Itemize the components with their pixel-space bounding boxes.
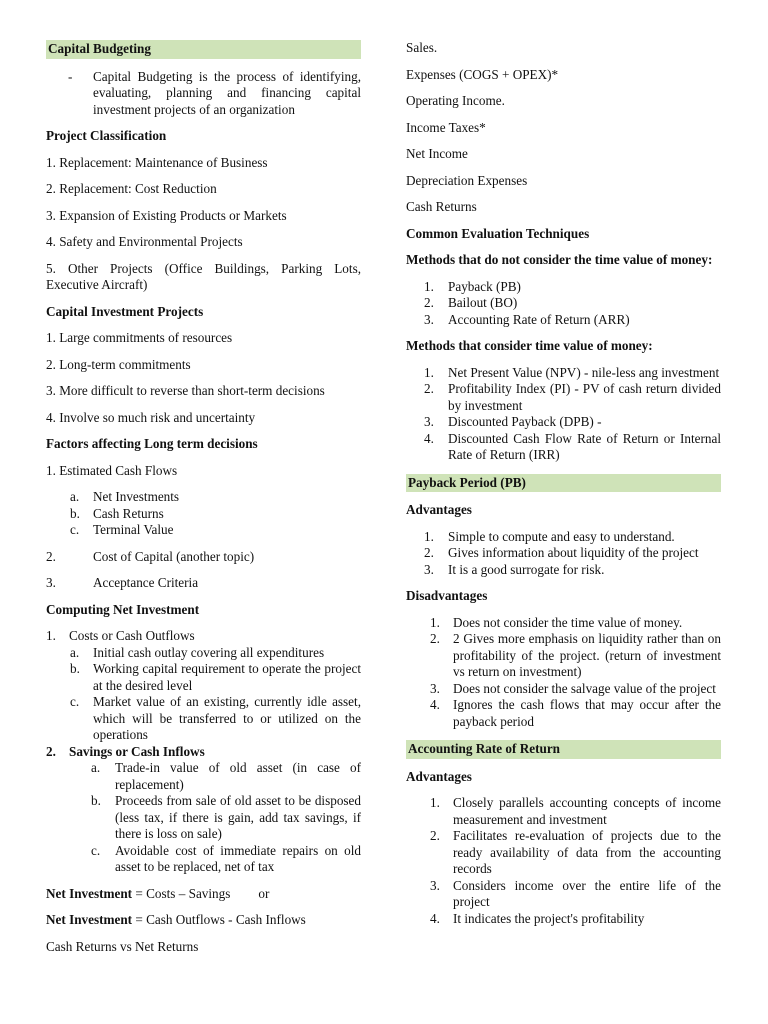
net-investment-formula-2	[46, 912, 361, 929]
definition-text: Capital Budgeting is the process of identifying, evaluating, planning and financing capital investment projects of an organization	[93, 68, 361, 117]
list-item	[46, 575, 361, 592]
list-text: Acceptance Criteria	[93, 575, 199, 590]
sub-list-text: Market value of an existing, currently idle asset, which will be transferred to or utilized on the operations	[93, 694, 361, 742]
list-marker: 2.	[430, 631, 440, 646]
income-line: Expenses (COGS + OPEX)*	[406, 66, 559, 82]
list-text: Closely parallels accounting concepts of income measurement and investment	[453, 795, 721, 827]
heading-computing-net-investment: Computing Net Investment	[46, 601, 200, 617]
list-marker: 4.	[430, 910, 440, 926]
sub-list-text: Avoidable cost of immediate repairs on old asset to be replaced, net of tax	[115, 842, 361, 874]
heading-project-classification: Project Classification	[46, 128, 167, 143]
list-item	[46, 744, 361, 761]
list-text: Savings or Cash Inflows	[69, 743, 205, 759]
section-heading-accounting-rate-of-return: Accounting Rate of Return	[406, 740, 721, 759]
list-text: Net Present Value (NPV) - nile-less ang investment	[448, 364, 720, 380]
list-item	[406, 529, 721, 546]
list-item: 3. Expansion of Existing Products or Markets	[46, 207, 287, 223]
formula-text: = Costs – Savings	[132, 885, 231, 901]
sub-list-text: Trade-in value of old asset (in case of replacement)	[115, 760, 361, 792]
income-line: Depreciation Expenses	[406, 172, 528, 188]
sub-list-text: Initial cash outlay covering all expenditures	[93, 644, 325, 660]
list-marker: 4.	[430, 697, 440, 712]
list-item: 1. Replacement: Maintenance of Business	[46, 154, 268, 170]
list-marker: 1.	[430, 614, 440, 630]
sub-list-item	[46, 522, 361, 539]
sub-list-marker: c.	[91, 842, 101, 858]
sub-list-marker: b.	[70, 661, 80, 676]
list-marker: 1.	[424, 364, 434, 380]
list-item	[406, 795, 721, 828]
list-item	[406, 365, 721, 382]
list-item: 1. Large commitments of resources	[46, 330, 233, 345]
list-item	[406, 414, 721, 431]
factors-sublist	[46, 489, 361, 539]
list-item	[406, 279, 721, 296]
list-item	[406, 697, 721, 730]
list-marker: 2.	[424, 295, 434, 310]
sub-list-item	[46, 793, 361, 843]
sub-list-item	[46, 843, 361, 876]
list-item: 4. Safety and Environmental Projects	[46, 234, 243, 249]
heading-capital-investment-projects: Capital Investment Projects	[46, 303, 204, 319]
formula-text: = Cash Outflows - Cash Inflows	[132, 912, 306, 927]
sub-list-marker: c.	[70, 694, 80, 709]
heading-methods-no-tvm: Methods that do not consider the time value of money:	[406, 252, 713, 267]
list-text: Cost of Capital (another topic)	[93, 548, 255, 564]
list-marker: 3.	[424, 311, 434, 327]
list-text: 2 Gives more emphasis on liquidity rather than on profitability of the project. (return of investment vs return on investment)	[453, 631, 721, 679]
list-text: It indicates the project's profitability	[453, 910, 645, 926]
list-text: Discounted Payback (DPB) -	[448, 414, 602, 429]
formula-or: or	[258, 885, 270, 901]
list-text: Accounting Rate of Return (ARR)	[448, 311, 630, 327]
list-text: It is a good surrogate for risk.	[448, 561, 605, 577]
list-marker: 3.	[424, 414, 434, 429]
sub-list-item	[46, 645, 361, 662]
list-text: Ignores the cash flows that may occur after the payback period	[453, 697, 721, 729]
list-marker: 2.	[46, 548, 56, 564]
arr-advantages-list	[406, 795, 721, 927]
list-marker: 4.	[424, 430, 434, 446]
list-marker: 1.	[46, 628, 56, 643]
pb-disadvantages-list	[406, 615, 721, 731]
list-marker: 2.	[430, 828, 440, 843]
section-heading-payback-period: Payback Period (PB)	[406, 474, 721, 493]
income-line: Net Income	[406, 146, 468, 161]
list-item	[406, 681, 721, 698]
list-marker: 1.	[424, 528, 434, 544]
list-marker: 3.	[430, 680, 440, 696]
sub-list-item	[46, 694, 361, 744]
sub-list-item	[46, 661, 361, 694]
left-column	[46, 40, 361, 965]
list-item: 3. More difficult to reverse than short-term decisions	[46, 383, 325, 398]
list-item	[406, 545, 721, 562]
list-marker: 3.	[430, 877, 440, 893]
list-item	[406, 295, 721, 312]
list-marker: 1.	[424, 278, 434, 294]
sub-list-marker: c.	[70, 522, 80, 537]
net-investment-formula-1	[46, 886, 361, 903]
tvm-list	[406, 365, 721, 464]
no-tvm-list	[406, 279, 721, 329]
dash-marker: -	[68, 68, 73, 84]
cash-returns-vs-net-returns: Cash Returns vs Net Returns	[46, 938, 199, 954]
list-item: 2. Long-term commitments	[46, 356, 191, 372]
heading-factors-long-term-decisions: Factors affecting Long term decisions	[46, 436, 258, 451]
formula-term: Net Investment	[46, 885, 133, 901]
sub-list-item	[46, 760, 361, 793]
list-text: Gives information about liquidity of the project	[448, 545, 699, 560]
list-item	[406, 631, 721, 681]
list-text: Costs or Cash Outflows	[69, 628, 195, 643]
sub-list-marker: a.	[70, 489, 80, 504]
formula-term: Net Investment	[46, 912, 133, 927]
list-text: Simple to compute and easy to understand.	[448, 528, 675, 544]
heading-disadvantages: Disadvantages	[406, 588, 488, 603]
sub-list-item	[46, 506, 361, 523]
sub-list-marker: b.	[91, 793, 101, 808]
sub-list-text: Proceeds from sale of old asset to be disposed (less tax, if there is gain, add tax savings, if there is loss on sale)	[115, 793, 361, 841]
list-item	[406, 615, 721, 632]
list-text: Discounted Cash Flow Rate of Return or Internal Rate of Return (IRR)	[448, 430, 721, 462]
list-marker: 3.	[424, 561, 434, 577]
list-item: 1. Estimated Cash Flows	[46, 462, 178, 478]
sub-list-text: Cash Returns	[93, 505, 164, 521]
list-text: Does not consider the salvage value of the project	[453, 680, 716, 696]
income-line: Cash Returns	[406, 199, 477, 214]
list-item	[406, 312, 721, 329]
sub-list-marker: b.	[70, 505, 80, 521]
list-marker: 2.	[424, 545, 434, 560]
list-text: Profitability Index (PI) - PV of cash return divided by investment	[448, 381, 721, 413]
list-marker: 3.	[46, 575, 56, 590]
right-column	[406, 40, 721, 927]
section-heading-capital-budgeting: Capital Budgeting	[46, 40, 361, 59]
list-item	[406, 878, 721, 911]
heading-advantages: Advantages	[406, 768, 472, 784]
list-marker: 1.	[430, 795, 440, 810]
sub-list-item	[46, 489, 361, 506]
sub-list-text: Working capital requirement to operate the project at the desired level	[93, 661, 361, 693]
list-text: Payback (PB)	[448, 278, 521, 294]
list-item	[406, 562, 721, 579]
list-text: Facilitates re-evaluation of projects due to the ready availability of data from the accounting records	[453, 828, 721, 876]
list-item	[406, 828, 721, 878]
list-marker: 2.	[46, 743, 56, 759]
list-item: 2. Replacement: Cost Reduction	[46, 181, 217, 196]
sub-list-text: Net Investments	[93, 489, 180, 504]
list-item: 4. Involve so much risk and uncertainty	[46, 409, 256, 425]
sub-list-marker: a.	[70, 644, 80, 660]
income-line: Income Taxes*	[406, 119, 486, 135]
capital-budgeting-definition	[46, 69, 361, 119]
list-text: Does not consider the time value of money.	[453, 614, 683, 630]
heading-advantages: Advantages	[406, 502, 472, 517]
heading-methods-tvm: Methods that consider time value of money:	[406, 338, 653, 353]
heading-common-evaluation-techniques: Common Evaluation Techniques	[406, 225, 590, 241]
list-item: 5. Other Projects (Office Buildings, Parking Lots, Executive Aircraft)	[46, 260, 361, 292]
pb-advantages-list	[406, 529, 721, 579]
sub-list-marker: a.	[91, 760, 101, 775]
list-text: Considers income over the entire life of the project	[453, 877, 721, 909]
sub-list-text: Terminal Value	[93, 522, 174, 537]
list-marker: 2.	[424, 381, 434, 396]
income-line: Sales.	[406, 40, 438, 55]
list-item	[46, 628, 361, 645]
list-item	[406, 381, 721, 414]
list-item	[46, 549, 361, 566]
income-line: Operating Income.	[406, 93, 505, 108]
list-item	[406, 911, 721, 928]
list-item	[406, 431, 721, 464]
list-text: Bailout (BO)	[448, 295, 518, 310]
